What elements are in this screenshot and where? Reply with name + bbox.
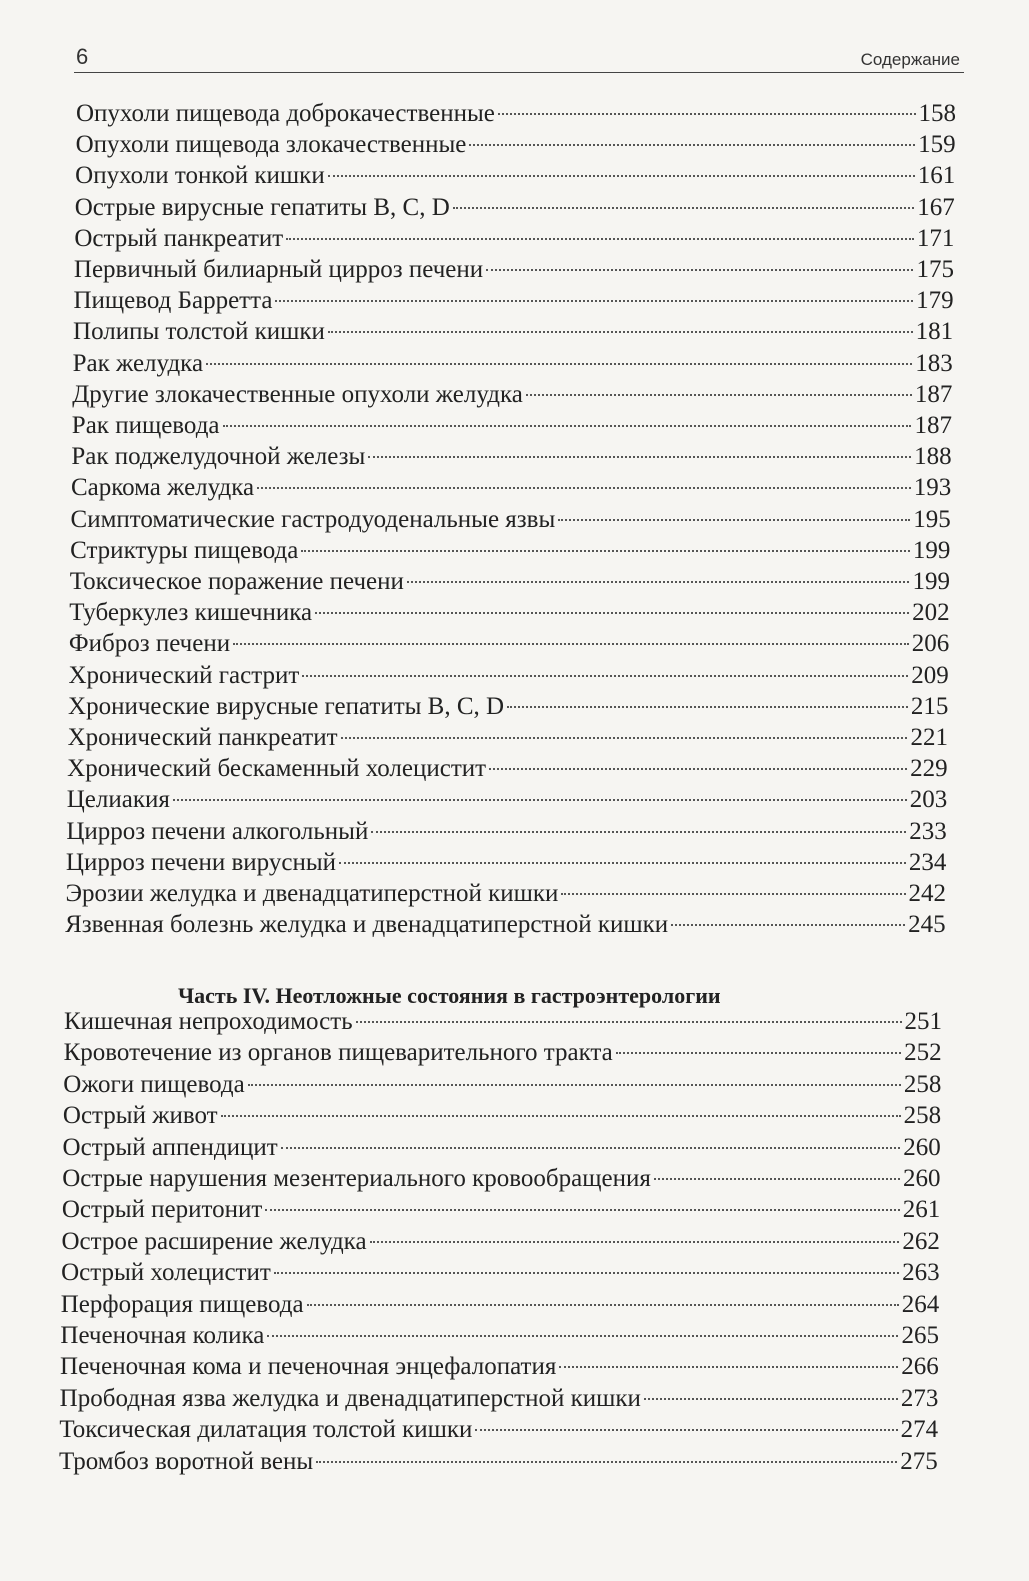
toc-entry-title: Туберкулез кишечника — [69, 599, 313, 627]
toc-entry-title: Хронические вирусные гепатиты B, C, D — [68, 692, 505, 720]
dot-leader — [301, 550, 910, 552]
toc-entry-page: 221 — [910, 724, 948, 751]
toc-entry-page: 175 — [916, 256, 954, 283]
dot-leader — [275, 300, 913, 302]
dot-leader — [267, 1335, 898, 1337]
dot-leader — [302, 675, 908, 677]
toc-entry-page: 167 — [917, 193, 955, 221]
dot-leader — [368, 456, 911, 458]
toc-entry — [63, 1100, 941, 1132]
toc-entry-title: Цирроз печени алкогольный — [66, 817, 369, 845]
toc-entry — [74, 223, 954, 255]
toc-entry-page: 181 — [915, 318, 954, 346]
toc-entry-title: Эрозии желудка и двенадцатиперстной кишки — [65, 880, 559, 907]
toc-entry-title: Острые вирусные гепатиты B, C, D — [74, 193, 450, 221]
toc-entry-title: Хронический панкреатит — [67, 724, 338, 751]
toc-entry — [73, 348, 953, 380]
toc-entry-title: Опухоли пищевода доброкачественные — [76, 100, 495, 127]
dot-leader — [489, 768, 907, 770]
dot-leader — [315, 612, 909, 614]
toc-entry — [64, 1037, 942, 1069]
toc-entry — [71, 441, 951, 473]
toc-entry-title: Острый живот — [62, 1102, 218, 1130]
dot-leader — [644, 1398, 898, 1400]
toc-entry-title: Острый панкреатит — [74, 224, 284, 252]
dot-leader — [233, 643, 909, 645]
toc-entry — [67, 784, 947, 816]
toc-entry-title: Целиакия — [66, 786, 170, 814]
toc-entry — [65, 909, 946, 941]
toc-entry-title: Кровотечение из органов пищеварительного тракта — [63, 1039, 613, 1067]
toc-entry — [59, 1414, 938, 1446]
dot-leader — [370, 1241, 900, 1243]
toc-entry-title: Опухоли пищевода злокачественные — [75, 131, 467, 159]
toc-entry-page: 203 — [909, 786, 948, 814]
toc-entry-title: Саркома желудка — [70, 474, 255, 502]
toc-entry-page: 258 — [903, 1070, 942, 1098]
toc-entry — [74, 254, 954, 286]
toc-entry-title: Рак поджелудочной железы — [71, 443, 366, 471]
toc-entry-title: Тромбоз воротной вены — [58, 1447, 314, 1475]
toc-entry-title: Печеночная колика — [60, 1322, 265, 1349]
dot-leader — [339, 862, 906, 864]
toc-entry-page: 229 — [910, 755, 948, 783]
dot-leader — [307, 1304, 899, 1306]
toc-entry — [68, 691, 948, 723]
toc-entry — [73, 285, 953, 317]
toc-entry-title: Другие злокачественные опухоли желудка — [72, 380, 523, 408]
toc-entry — [61, 1289, 940, 1321]
toc-entry-page: 233 — [909, 817, 947, 845]
part-heading: Часть IV. Неотложные состояния в гастроэнтерологии — [178, 983, 721, 1008]
toc-entry — [76, 129, 956, 161]
toc-entry-title: Острый аппендицит — [62, 1133, 278, 1161]
dot-leader — [469, 144, 915, 146]
toc-entry-title: Рак желудка — [72, 349, 204, 377]
toc-entry-title: Пищевод Барретта — [73, 287, 273, 315]
toc-entry-page: 273 — [900, 1384, 939, 1412]
toc-entry-title: Язвенная болезнь желудка и двенадцатиперстной кишки — [65, 911, 669, 939]
toc-entry-page: 199 — [912, 536, 951, 564]
toc-entry — [68, 660, 948, 692]
toc-entry — [61, 1257, 939, 1289]
toc-entry — [69, 628, 949, 660]
toc-entry-title: Ожоги пищевода — [63, 1070, 245, 1098]
toc-entry-title: Кишечная непроходимость — [64, 1008, 353, 1035]
toc-entry — [71, 504, 951, 536]
dot-leader — [498, 113, 916, 115]
dot-leader — [223, 425, 912, 427]
toc-entry-page: 265 — [901, 1322, 939, 1349]
toc-entry-page: 159 — [918, 131, 956, 159]
toc-entry-page: 215 — [910, 692, 949, 720]
dot-leader — [328, 175, 915, 177]
toc-entry — [70, 566, 950, 598]
toc-entry-title: Острый холецистит — [61, 1259, 271, 1287]
toc-entry-page: 260 — [902, 1165, 941, 1192]
toc-entry-title: Стриктуры пищевода — [70, 536, 299, 564]
dot-leader — [206, 363, 912, 365]
toc-entry-page: 274 — [900, 1416, 939, 1444]
toc-entry-page: 158 — [918, 100, 956, 127]
dot-leader — [248, 1084, 901, 1086]
toc-entry — [60, 1320, 939, 1352]
toc-entry-page: 179 — [916, 287, 954, 315]
toc-entry-page: 264 — [901, 1290, 940, 1318]
toc-entry-page: 193 — [913, 474, 952, 502]
toc-entry-title: Острое расширение желудка — [61, 1227, 367, 1255]
toc-entry — [68, 722, 948, 754]
dot-leader — [616, 1052, 901, 1054]
toc-entry — [70, 535, 950, 567]
dot-leader — [316, 1461, 897, 1463]
toc-entry — [69, 597, 949, 629]
dot-leader — [526, 394, 912, 396]
toc-entry — [61, 1226, 939, 1258]
toc-entry-title: Рак пищевода — [71, 412, 220, 439]
page-header — [74, 44, 964, 73]
dot-leader — [507, 706, 908, 708]
dot-leader — [559, 1366, 898, 1368]
dot-leader — [257, 487, 911, 489]
dot-leader — [453, 207, 915, 209]
toc-entry — [62, 1194, 940, 1226]
toc-entry-page: 275 — [900, 1447, 938, 1475]
toc-entry-page: 187 — [914, 380, 953, 408]
toc-entry-page: 183 — [915, 349, 953, 377]
toc-entry-page: 188 — [914, 443, 952, 471]
toc-entry — [71, 472, 951, 504]
toc-entry — [76, 98, 956, 130]
dot-leader — [654, 1178, 900, 1180]
toc-entry — [73, 316, 953, 348]
toc-entry — [75, 160, 955, 192]
toc-entry-page: 251 — [904, 1008, 942, 1035]
page-number: 6 — [76, 44, 89, 69]
running-title: Содержание — [860, 50, 960, 69]
dot-leader — [356, 1021, 902, 1023]
toc-entry-page: 262 — [902, 1227, 940, 1255]
toc-entry — [67, 753, 947, 785]
toc-entry-page: 245 — [908, 911, 946, 939]
dot-leader — [558, 519, 910, 521]
toc-entry-title: Симптоматические гастродуоденальные язвы — [70, 505, 556, 533]
dot-leader — [265, 1209, 899, 1211]
dot-leader — [173, 799, 907, 801]
toc-entry-page: 206 — [911, 630, 950, 658]
toc-entry-title: Цирроз печени вирусный — [65, 848, 336, 876]
toc-entry-title: Хронический гастрит — [68, 661, 300, 689]
toc-entry-title: Острые нарушения мезентериального кровообращения — [62, 1165, 651, 1192]
toc-entry — [66, 878, 947, 910]
toc-entry-title: Опухоли тонкой кишки — [75, 162, 325, 190]
toc-entry — [63, 1132, 941, 1164]
dot-leader — [328, 331, 913, 333]
toc-entry — [75, 192, 955, 224]
toc-entry-page: 258 — [903, 1102, 942, 1130]
dot-leader — [281, 1147, 901, 1149]
dot-leader — [407, 581, 910, 583]
dot-leader — [221, 1115, 901, 1117]
toc-entry-page: 195 — [913, 505, 951, 533]
toc-entry-page: 261 — [902, 1196, 941, 1224]
toc-entry-title: Первичный билиарный цирроз печени — [73, 256, 484, 283]
toc-entry-title: Перфорация пищевода — [60, 1290, 304, 1318]
toc-entry — [72, 410, 952, 442]
toc-entry — [63, 1069, 941, 1101]
toc-entry-page: 266 — [901, 1353, 939, 1381]
toc-entry — [60, 1351, 939, 1383]
dot-leader — [286, 238, 914, 240]
toc-entry-title: Хронический бескаменный холецистит — [67, 755, 487, 783]
toc-entry — [66, 847, 946, 879]
dot-leader — [341, 737, 908, 739]
toc-entry-title: Прободная язва желудка и двенадцатиперстной кишки — [59, 1384, 641, 1412]
toc-entry-title: Печеночная кома и печеночная энцефалопатия — [60, 1353, 557, 1381]
toc-entry — [64, 1006, 942, 1038]
toc-entry — [62, 1163, 940, 1195]
dot-leader — [671, 924, 905, 926]
toc-entry — [66, 816, 946, 848]
toc-entry — [59, 1446, 938, 1478]
toc-entry — [72, 379, 952, 411]
toc-entry-page: 187 — [914, 412, 952, 439]
dot-leader — [561, 893, 905, 895]
toc-entry-title: Острый перитонит — [61, 1196, 263, 1224]
toc-entry-page: 242 — [908, 880, 946, 907]
toc-entry — [60, 1383, 939, 1415]
dot-leader — [486, 269, 913, 271]
dot-leader — [475, 1429, 897, 1431]
toc-entry-page: 161 — [917, 162, 956, 190]
toc-entry-page: 202 — [912, 599, 950, 627]
toc-entry-title: Токсическая дилатация толстой кишки — [59, 1416, 473, 1444]
toc-entry-page: 234 — [908, 848, 947, 876]
toc-entry-title: Токсическое поражение печени — [69, 568, 404, 595]
toc-entry-page: 260 — [903, 1133, 941, 1161]
dot-leader — [274, 1272, 899, 1274]
toc-entry-title: Фиброз печени — [68, 630, 231, 658]
toc-entry-page: 171 — [916, 224, 955, 252]
toc-entry-title: Полипы толстой кишки — [73, 318, 325, 346]
toc-entry-page: 209 — [911, 661, 949, 689]
toc-entry-page: 252 — [904, 1039, 942, 1067]
toc-entry-page: 199 — [912, 568, 950, 595]
dot-leader — [371, 831, 906, 833]
toc-entry-page: 263 — [902, 1259, 940, 1287]
